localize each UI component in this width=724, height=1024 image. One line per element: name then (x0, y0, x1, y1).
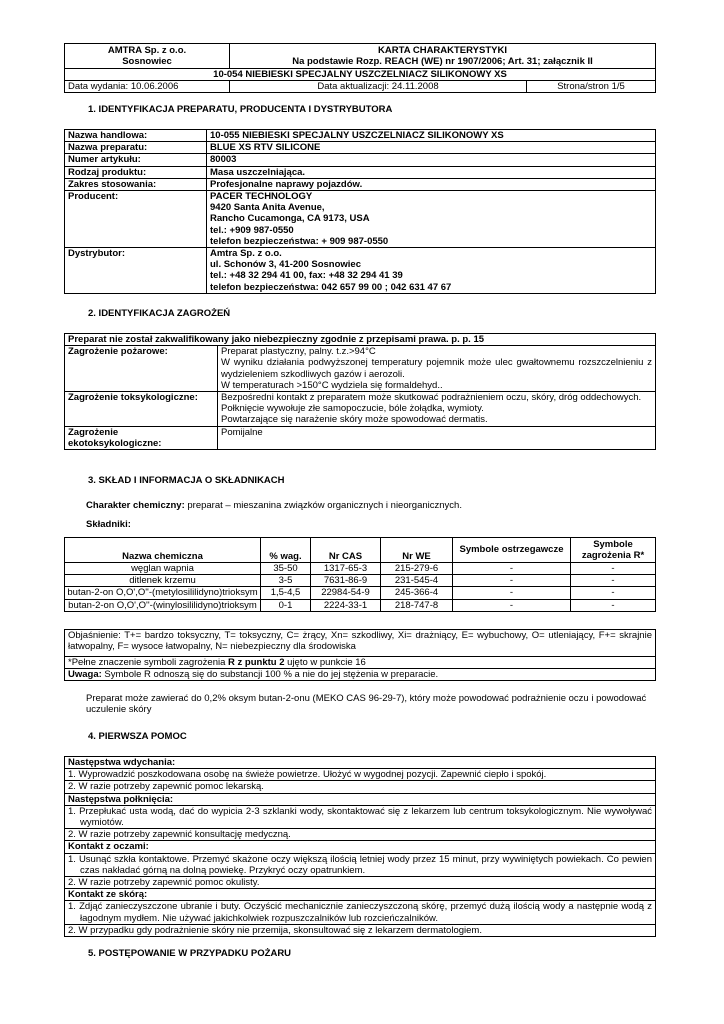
hazard-line: Pomijalne (221, 426, 263, 438)
update-date: Data aktualizacji: 24.11.2008 (230, 81, 527, 93)
identification-row (65, 154, 656, 166)
first-aid-item (65, 877, 656, 889)
identification-row (65, 178, 656, 190)
component-cell: ditlenek krzemu (65, 575, 261, 587)
value-line: Amtra Sp. z o.o. (210, 248, 282, 260)
hazard-line: Preparat plastyczny, palny. t.z.>94°C (221, 346, 376, 358)
component-cell: butan-2-on O,O',O''-(metylosililidyno)trioksym (65, 587, 261, 599)
symbols-explanation-text: Objaśnienie: T+= bardzo toksyczny, T= toksyczny, C= żrący, Xn= szkodliwy, Xi= drażniący, E= wybuchowy, O= utleniający, F+= skrajnie łatwopalny, F= wysoce łatwopalny, N= niebezpieczny dla środowiska (68, 630, 652, 653)
first-aid-text: 1. Usunąć szkła kontaktowe. Przemyć skażone oczy większą ilością letniej wody przez 15 minut, przy wywiniętych powiekach. Co pewien czas nakładać górną na dolną powiekę. Przykryć oczy opatrunkiem. (68, 853, 652, 876)
first-aid-heading-row (65, 889, 656, 901)
first-aid-item-row (65, 829, 656, 841)
hazard-value (218, 392, 656, 427)
column-header: Nr CAS (311, 538, 381, 563)
character-label: Charakter chemiczny: (86, 500, 185, 511)
chemical-character (86, 500, 462, 511)
component-cell: 218-747-8 (381, 599, 453, 611)
value-line: Masa uszczelniająca. (210, 166, 306, 178)
value-line: 9420 Santa Anita Avenue, (210, 202, 325, 214)
column-header: Symbole ostrzegawcze (453, 538, 571, 563)
components-header (65, 538, 656, 563)
first-aid-item (65, 924, 656, 936)
value-line: tel.: +48 32 294 41 00, fax: +48 32 294 41 39 (210, 270, 403, 282)
value-line: Profesjonalne naprawy pojazdów. (210, 178, 363, 190)
hazard-label: Zagrożenie pożarowe: (65, 346, 218, 392)
component-cell: 245-366-4 (381, 587, 453, 599)
row-value (207, 154, 656, 166)
section-2-title: 2. IDENTYFIKACJA ZAGROŻEŃ (88, 308, 231, 319)
component-cell: 231-545-4 (381, 575, 453, 587)
component-row (65, 575, 656, 587)
first-aid-heading: Następstwa wdychania: (65, 757, 656, 769)
first-aid-text: 1. Wyprowadzić poszkodowana osobę na świeże powietrze. Ułożyć w wygodnej pozycji. Zapewnić ciepło i spokój. (68, 769, 547, 781)
hazard-banner: Preparat nie został zakwalifikowany jako niebezpieczny zgodnie z przepisami prawa. p. p. 15 (65, 334, 656, 346)
hazard-label: Zagrożenie toksykologiczne: (65, 392, 218, 427)
hazard-row (65, 392, 656, 427)
first-aid-item (65, 781, 656, 793)
attention-note (65, 669, 656, 681)
hazards-table (64, 333, 656, 450)
r-note (65, 657, 656, 669)
first-aid-text: 1. Zdjąć zanieczyszczone ubranie i buty. Oczyścić mechanicznie zanieczyszczoną skórę, przemyć dużą ilością wody a następnie wodą z łagodnym mydłem. Nie używać jakichkolwiek rozpuszczalników lub rozcieńczalników. (68, 901, 652, 924)
symbols-explanation (65, 630, 656, 657)
column-header: % wag. (261, 538, 311, 563)
row-label: Rodzaj produktu: (65, 166, 207, 178)
first-aid-heading: Kontakt ze skórą: (65, 889, 656, 901)
product-line: 10-054 NIEBIESKI SPECJALNY USZCZELNIACZ SILIKONOWY XS (65, 69, 656, 81)
hazard-line: Połknięcie wywołuje złe samopoczucie, bóle żołądka, wymioty. (221, 403, 484, 415)
row-label: Zakres stosowania: (65, 178, 207, 190)
row-value (207, 248, 656, 294)
title-cell (230, 44, 656, 69)
value-line: 80003 (210, 154, 237, 166)
hazard-line: Bezpośredni kontakt z preparatem może skutkować podrażnieniem oczu, skóry, dróg oddechowych. (221, 392, 642, 404)
component-cell: - (453, 563, 571, 575)
doc-basis: Na podstawie Rozp. REACH (WE) nr 1907/2006; Art. 31; załącznik II (292, 56, 593, 67)
component-cell: 1317-65-3 (311, 563, 381, 575)
section-1-title: 1. IDENTYFIKACJA PREPARATU, PRODUCENTA I DYSTRYBUTORA (88, 104, 393, 115)
component-row (65, 563, 656, 575)
first-aid-heading-row (65, 841, 656, 853)
row-value (207, 178, 656, 190)
character-text: preparat – mieszanina związków organicznych i nieorganicznych. (184, 500, 462, 511)
section-4-title: 4. PIERWSZA POMOC (88, 731, 187, 742)
component-cell: 3-5 (261, 575, 311, 587)
component-cell: 2224-33-1 (311, 599, 381, 611)
component-cell: 0-1 (261, 599, 311, 611)
first-aid-item (65, 805, 656, 828)
value-line: PACER TECHNOLOGY (210, 191, 313, 203)
component-cell: butan-2-on O,O',O''-(winylosililidyno)trioksym (65, 599, 261, 611)
column-header: Nazwa chemiczna (65, 538, 261, 563)
hazard-value (218, 426, 656, 449)
first-aid-text: 2. W razie potrzeby zapewnić pomoc okulisty. (68, 877, 260, 889)
row-label: Dystrybutor: (65, 248, 207, 294)
hazard-line: W wyniku działania podwyższonej temperatury pojemnik może ulec gwałtownemu rozszczelnieniu z wydzieleniem szkodliwych gazów i aerozoli. (221, 357, 652, 380)
first-aid-heading-row (65, 793, 656, 805)
row-value (207, 191, 656, 248)
identification-table (64, 129, 656, 294)
component-cell: 35-50 (261, 563, 311, 575)
component-cell: - (571, 599, 656, 611)
hazard-label: Zagrożenie ekotoksykologiczne: (65, 426, 218, 449)
value-line: telefon bezpieczeństwa: + 909 987-0550 (210, 235, 389, 247)
hazard-line: W temperaturach >150°C wydziela się formaldehyd.. (221, 379, 443, 391)
first-aid-heading: Następstwa połknięcia: (65, 793, 656, 805)
row-value (207, 130, 656, 142)
hazard-row (65, 346, 656, 392)
row-label: Numer artykułu: (65, 154, 207, 166)
component-cell: węglan wapnia (65, 563, 261, 575)
meko-footnote: Preparat może zawierać do 0,2% oksym butan-2-onu (MEKO CAS 96-29-7), który może powodować podrażnienie oczu i powodować uczulenie skóry (86, 693, 647, 716)
row-label: Nazwa preparatu: (65, 142, 207, 154)
components-table (64, 537, 656, 612)
component-cell: 22984-54-9 (311, 587, 381, 599)
first-aid-text: 2. W razie potrzeby zapewnić pomoc lekarską. (68, 781, 264, 793)
identification-row (65, 130, 656, 142)
row-label: Nazwa handlowa: (65, 130, 207, 142)
first-aid-table (64, 756, 656, 937)
component-row (65, 599, 656, 611)
first-aid-item-row (65, 781, 656, 793)
r-note-b: R z punktu 2 (228, 657, 285, 668)
value-line: BLUE XS RTV SILICONE (210, 142, 321, 154)
issue-date: Data wydania: 10.06.2006 (65, 81, 230, 93)
component-cell: - (453, 575, 571, 587)
value-line: ul. Schonów 3, 41-200 Sosnowiec (210, 259, 361, 271)
component-cell: - (571, 575, 656, 587)
company-cell (65, 44, 230, 69)
component-cell: - (453, 587, 571, 599)
component-cell: 7631-86-9 (311, 575, 381, 587)
first-aid-item-row (65, 805, 656, 828)
row-label: Producent: (65, 191, 207, 248)
row-value (207, 142, 656, 154)
section-3-title: 3. SKŁAD I INFORMACJA O SKŁADNIKACH (88, 475, 285, 486)
hazard-row (65, 426, 656, 449)
first-aid-item (65, 901, 656, 924)
first-aid-text: 2. W razie potrzeby zapewnić konsultację medyczną. (68, 829, 291, 841)
value-line: telefon bezpieczeństwa: 042 657 99 00 ; 042 631 47 67 (210, 281, 452, 293)
first-aid-item (65, 769, 656, 781)
value-line: 10-055 NIEBIESKI SPECJALNY USZCZELNIACZ SILIKONOWY XS (210, 130, 504, 141)
identification-row (65, 166, 656, 178)
first-aid-text: 1. Przepłukać usta wodą, dać do wypicia 2-3 szklanki wody, skontaktować się z lekarzem lub centrum toksykologicznym. Nie wywoływać wymiotów. (68, 805, 652, 829)
components-label: Składniki: (86, 519, 131, 530)
first-aid-item-row (65, 924, 656, 936)
first-aid-item-row (65, 877, 656, 889)
component-cell: 215-279-6 (381, 563, 453, 575)
first-aid-item (65, 853, 656, 876)
r-note-a: *Pełne znaczenie symboli zagrożenia (68, 657, 229, 668)
company-name: AMTRA Sp. z o.o. (107, 44, 187, 56)
identification-row (65, 142, 656, 154)
hazard-line: Powtarzające się narażenie skóry może spowodować dermatis. (221, 414, 488, 426)
attention-label: Uwaga: (68, 669, 102, 681)
first-aid-text: 2. W przypadku gdy podrażnienie skóry nie przemija, skonsultować się z lekarzem dermatologiem. (68, 924, 482, 936)
component-cell: 1,5-4,5 (261, 587, 311, 599)
component-row (65, 587, 656, 599)
first-aid-item-row (65, 853, 656, 876)
components-notes (64, 629, 656, 681)
component-cell: - (453, 599, 571, 611)
section-5-title: 5. POSTĘPOWANIE W PRZYPADKU POŻARU (88, 948, 292, 959)
document-header (64, 43, 656, 93)
doc-title: KARTA CHARAKTERYSTYKI (378, 44, 507, 56)
column-header: Nr WE (381, 538, 453, 563)
component-cell: - (571, 587, 656, 599)
r-note-c: ujęto w punkcie 16 (284, 657, 366, 668)
value-line: Rancho Cucamonga, CA 9173, USA (210, 213, 370, 225)
identification-row (65, 191, 656, 248)
column-header: Symbole zagrożenia R* (571, 538, 656, 563)
first-aid-item-row (65, 769, 656, 781)
first-aid-heading-row (65, 757, 656, 769)
first-aid-item (65, 829, 656, 841)
page-number: Strona/stron 1/5 (527, 81, 656, 93)
row-value (207, 166, 656, 178)
identification-row (65, 248, 656, 294)
component-cell: - (571, 563, 656, 575)
attention-text: Symbole R odnoszą się do substancji 100 % a nie do jej stężenia w preparacie. (101, 669, 439, 681)
hazard-value (218, 346, 656, 392)
company-city: Sosnowiec (122, 56, 172, 67)
first-aid-heading: Kontakt z oczami: (65, 841, 656, 853)
value-line: tel.: +909 987-0550 (210, 224, 294, 236)
first-aid-item-row (65, 901, 656, 924)
